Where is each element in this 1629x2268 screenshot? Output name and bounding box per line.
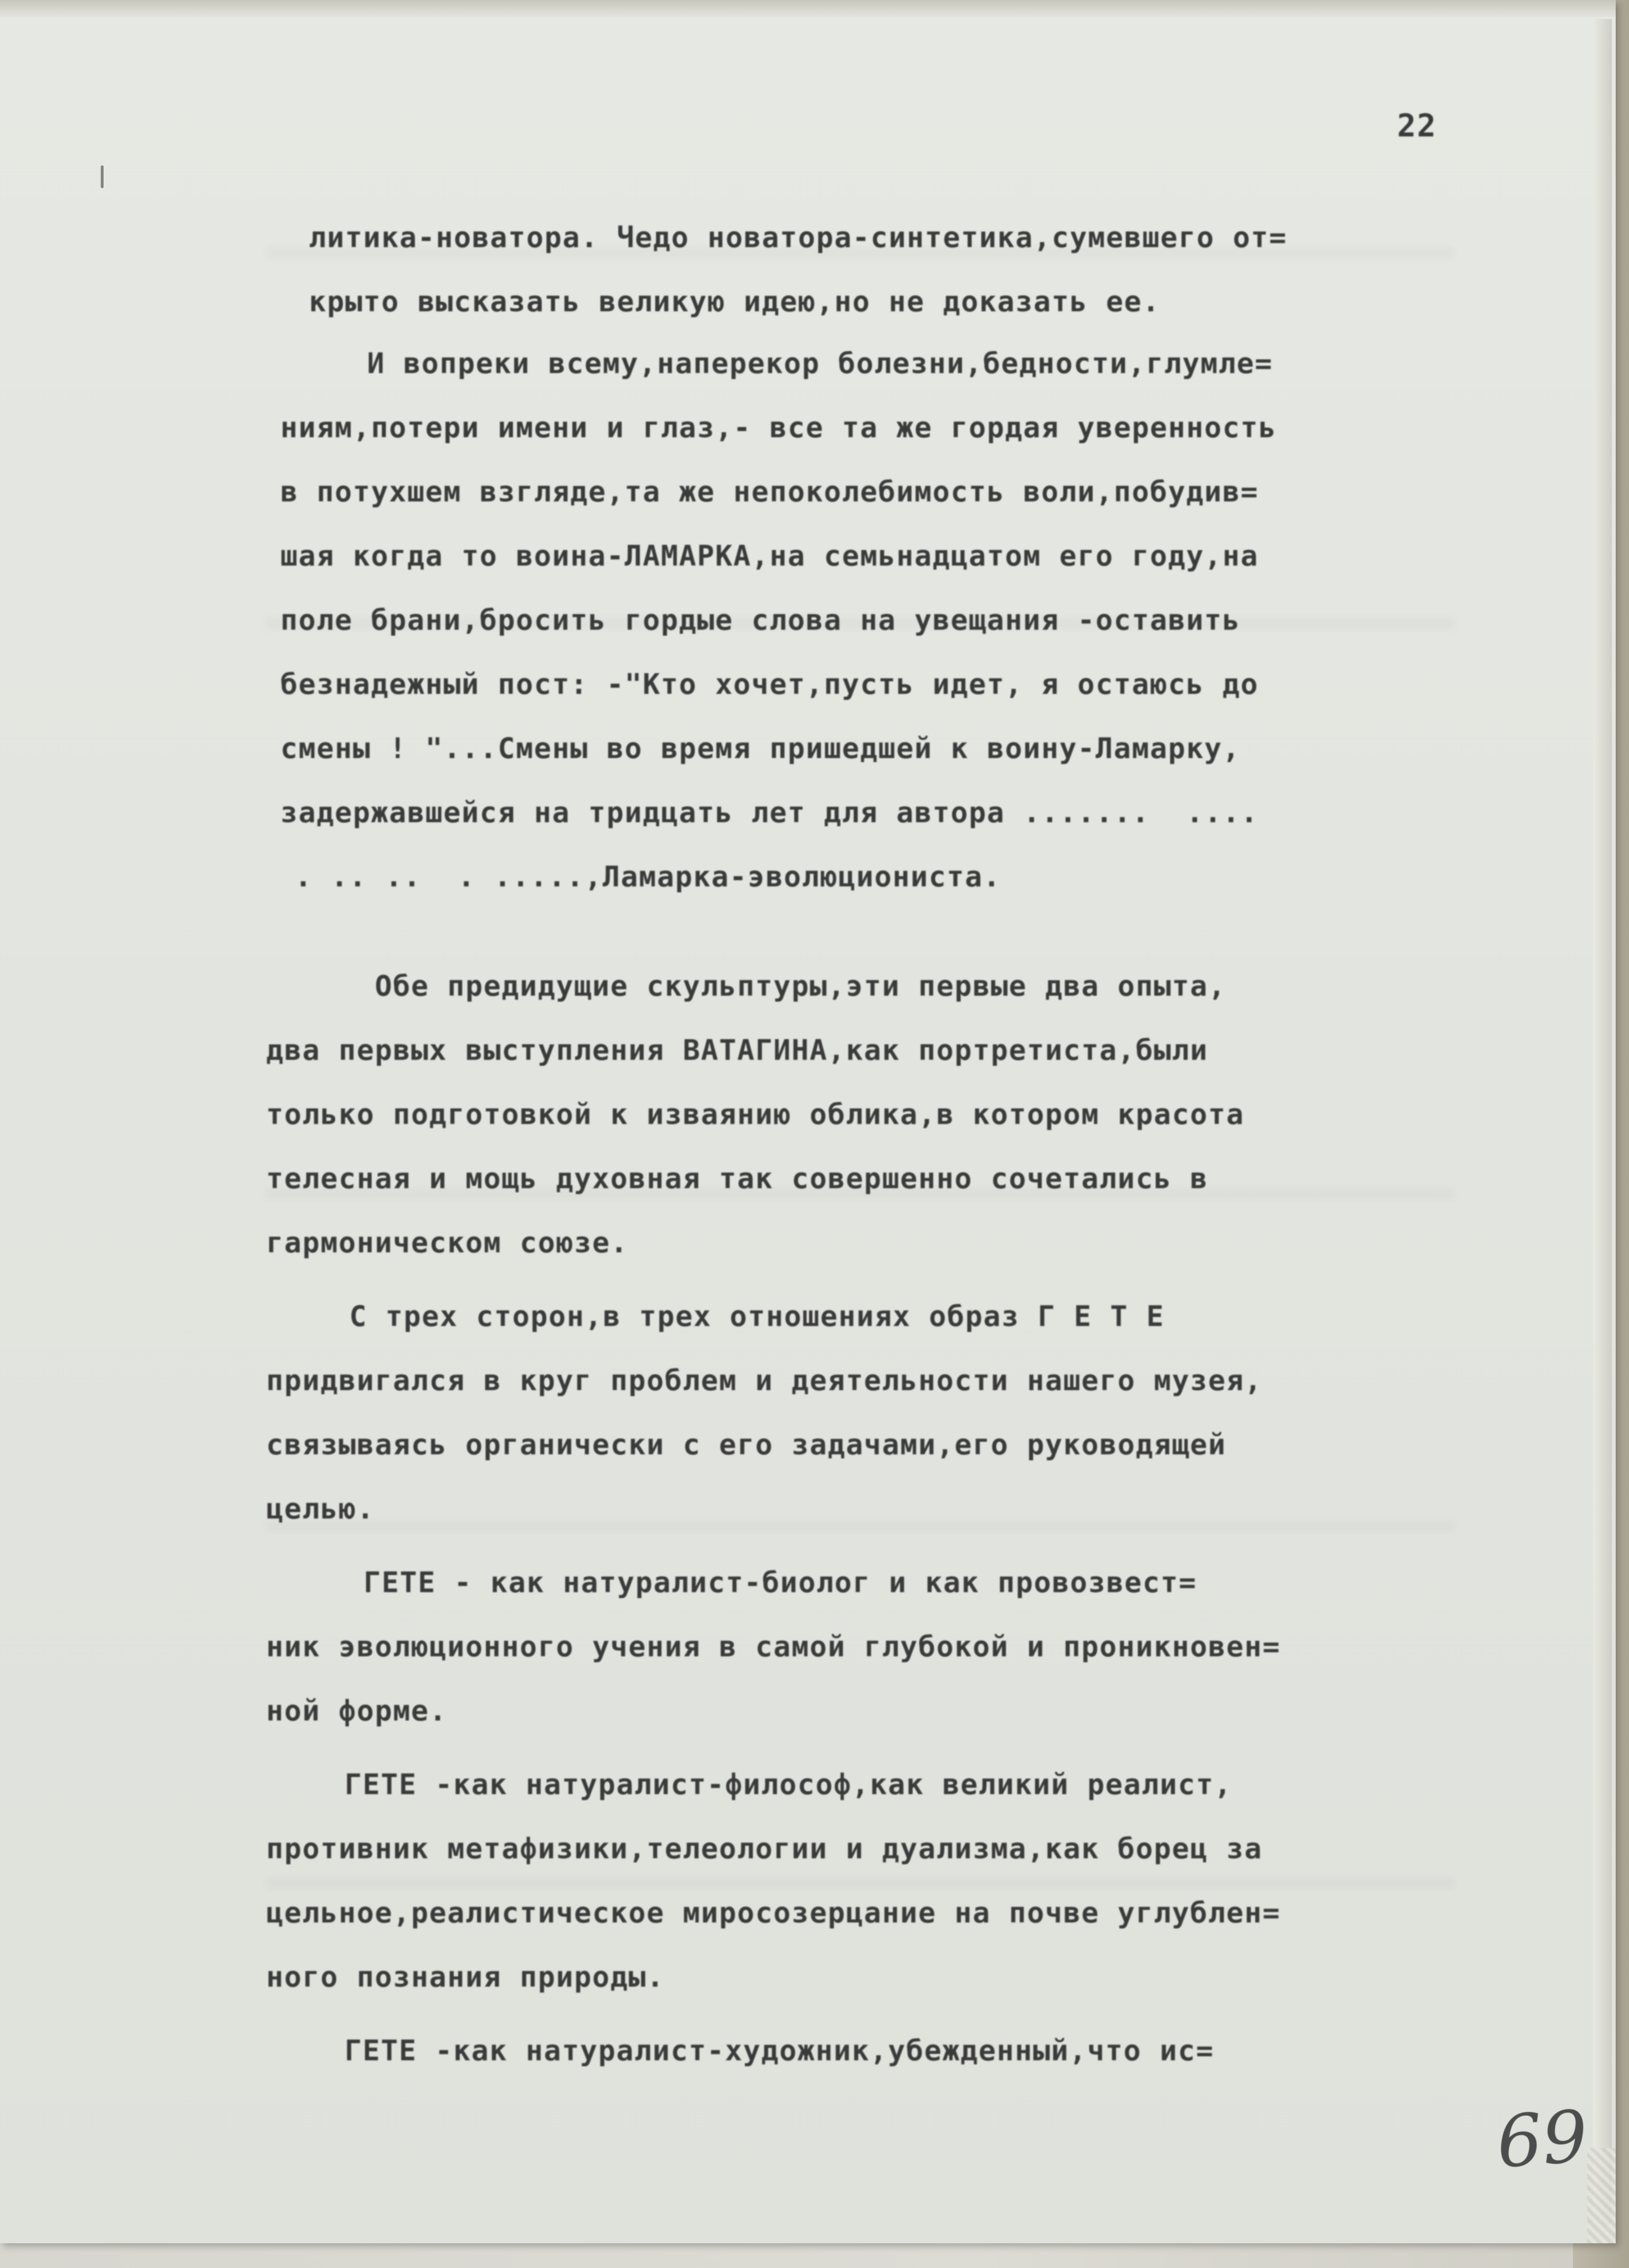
page-torn-corner xyxy=(1587,2148,1616,2243)
text-line: телесная и мощь духовная так совершенно сочетались в xyxy=(266,1162,1208,1195)
text-line: безнадежный пост: -"Кто хочет,пусть идет, я остаюсь до xyxy=(280,668,1259,701)
text-line: связываясь органически с его задачами,его руководящей xyxy=(266,1428,1227,1461)
text-line: Обе предидущие скульптуры,эти первые два опыта, xyxy=(266,970,1227,1003)
text-line: в потухшем взгляде,та же непоколебимость воли,побудив= xyxy=(280,475,1259,509)
text-line: шая когда то воина-ЛАМАРКА,на семьнадцатом его году,на xyxy=(280,539,1259,573)
text-line: целью. xyxy=(266,1492,375,1526)
text-line: ник эволюционного учения в самой глубокой и проникновен= xyxy=(266,1630,1281,1663)
text-line: задержавшейся на тридцать лет для автора ....... .... xyxy=(280,796,1259,829)
text-line: ной форме. xyxy=(266,1694,448,1728)
bleed-through xyxy=(266,1877,1454,1889)
text-line: смены ! "...Смены во время пришедшей к воину-Ламарку, xyxy=(280,732,1241,765)
text-line: ГЕТЕ -как натуралист-философ,как великий реалист, xyxy=(200,1768,1233,1801)
text-line: ГЕТЕ -как натуралист-художник,убежденный,что ис= xyxy=(200,2034,1214,2067)
page-number: 22 xyxy=(1397,107,1437,144)
text-line: литика-новатора. Чедо новатора-синтетика,сумевшего от= xyxy=(309,221,1287,254)
text-line: ниям,потери имени и глаз,- все та же гордая уверенность xyxy=(280,411,1277,444)
text-line: цельное,реалистическое миросозерцание на почве углублен= xyxy=(266,1896,1281,1930)
text-line: крыто высказать великую идею,но не доказать ее. xyxy=(309,285,1160,318)
page-right-edge xyxy=(1593,19,1612,2224)
text-line: придвигался в круг проблем и деятельности нашего музея, xyxy=(266,1364,1263,1397)
pencil-mark xyxy=(101,165,104,188)
handwritten-folio-number: 69 xyxy=(1494,2095,1591,2184)
text-line: только подготовкой к изваянию облика,в котором красота xyxy=(266,1098,1245,1131)
text-line: ного познания природы. xyxy=(266,1960,665,1994)
page-top-edge xyxy=(0,0,1616,17)
text-line: С трех сторон,в трех отношениях образ Г Е Т Е xyxy=(204,1300,1165,1333)
text-line: ГЕТЕ - как натуралист-биолог и как провозвест= xyxy=(219,1566,1197,1599)
text-line: два первых выступления ВАТАГИНА,как портретиста,были xyxy=(266,1034,1208,1067)
text-line: гармоническом союзе. xyxy=(266,1226,629,1259)
text-line: поле брани,бросить гордые слова на увещания -оставить xyxy=(280,604,1241,637)
text-line: . .. .. . .....,Ламарка-эволюциониста. xyxy=(295,860,1001,894)
text-line: противник метафизики,телеологии и дуализма,как борец за xyxy=(266,1832,1263,1865)
text-line: И вопреки всему,наперекор болезни,бедности,глумле= xyxy=(295,347,1273,380)
bleed-through xyxy=(266,1521,1454,1532)
